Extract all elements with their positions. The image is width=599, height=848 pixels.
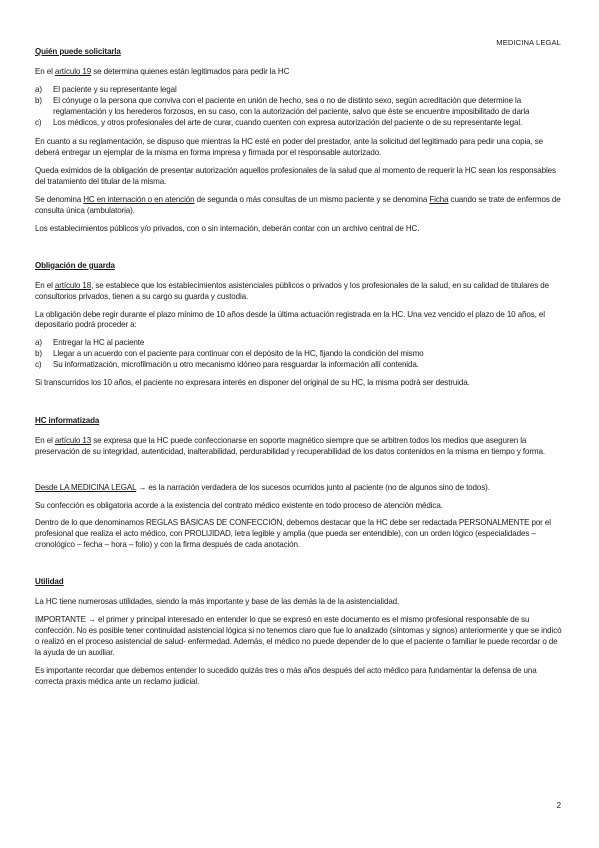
s1-intro: En el artículo 19 se determina quienes están legitimados para pedir la HC xyxy=(35,66,290,76)
list-item: c) Su informatización, microfilmación u otro mecanismo idóneo para resguardar la información allí contenida. xyxy=(35,360,419,370)
paragraph: Si transcurridos los 10 años, el paciente no expresara interés en disponer del original de su HC, la misma podrá ser destruida. xyxy=(35,378,470,388)
paragraph: Queda eximidos de la obligación de presentar autorización aquellos profesionales de la salud que al momento de requerir la HC sean los responsables del tratamiento del titular de la misma. xyxy=(35,166,556,187)
arrow-icon: → xyxy=(136,482,149,492)
paragraph: En cuanto a su reglamentación, se dispuso que mientras la HC esté en poder del prestador, ante la solicitud del legitimado para pedir una copia, se deberá entregar un ejemplar de la misma en forma impresa y firmada por el responsable autorizado. xyxy=(35,137,543,158)
list-item: b) El cónyuge o la persona que conviva con el paciente en unión de hecho, sea o no de distinto sexo, según acreditación que determine la reglamentación y los herederos forzosos, en su caso, con la autorización del paciente, salvo que éste se encuentre imposibilitado de darla xyxy=(35,95,530,116)
s3-intro: En el artículo 13 se expresa que la HC puede confeccionarse en soporte magnético siempre que se arbitren todos los medios que aseguren la preservación de su integridad, autenticidad, inalterabilidad, perdurabilidad y recuperabilidad de los datos contenidos en la misma en tiempo y forma. xyxy=(35,435,545,456)
medicina-legal-reference: Desde LA MEDICINA LEGAL xyxy=(35,482,137,492)
paragraph-medicina-legal: Desde LA MEDICINA LEGAL → es la narración verdadera de los sucesos ocurridos junto al paciente (no de algunos sino de todos). xyxy=(35,482,490,492)
heading-quien-puede-solicitarla: Quién puede solicitarla xyxy=(35,47,121,56)
page-number: 2 xyxy=(556,801,561,810)
paragraph: Se denomina HC en internación o en atención de segunda o más consultas de un mismo paciente y se denomina Ficha cuando se trate de enfermos de consulta única (ambulatoria). xyxy=(35,195,561,215)
article-19-reference: artículo 19 xyxy=(54,66,92,76)
s2-intro: En el artículo 18, se establece que los establecimientos asistenciales públicos o privados y los profesionales de la salud, en su calidad de titulares de consultorios privados, tienen a su cargo su guarda y custodia. xyxy=(35,280,549,301)
article-18-reference: artículo 18 xyxy=(54,280,92,290)
heading-hc-informatizada: HC informatizada xyxy=(35,415,100,425)
heading-utilidad: Utilidad xyxy=(35,577,64,587)
list-item: a) Entregar la HC al paciente xyxy=(35,338,145,348)
list-item: c) Los médicos, y otros profesionales del arte de curar, cuando cuenten con expresa autorización del paciente o de su representante legal. xyxy=(35,117,523,127)
list-item: b) Llegar a un acuerdo con el paciente para continuar con el depósito de la HC, fijando la condición del mismo xyxy=(35,349,424,359)
paragraph: IMPORTANTE → el primer y principal interesado en entender lo que se expresó en este documento es el mismo profesional responsable de su confección. No es posible tener continuidad asistencial lógica si no tenemos claro que fue lo analizado (síntomas y signos) anteriormente y que se indicó o realizó en el proceso asistencial de salud- enfermedad. Además, el médico no puede depender de lo que el paciente o familiar le puede recordar o de la ayuda de un auxiliar. xyxy=(35,615,562,657)
paragraph: La obligación debe regir durante el plazo mínimo de 10 años desde la última actuación registrada en la HC. Una vez vencido el plazo de 10 años, el depositario podrá proceder a: xyxy=(35,309,545,330)
paragraph: Dentro de lo que denominamos REGLAS BÁSICAS DE CONFECCIÓN, debemos destacar que la HC debe ser redactada PERSONALMENTE por el profesional que realiza el acto médico, con PROLIJIDAD, letra legible y amplia (que pueda ser entendible), con un orden lógico (especialidades – cronológico – fecha – hora – folio) y con la firma después de cada anotación. xyxy=(35,518,551,550)
running-header: MEDICINA LEGAL xyxy=(496,38,561,47)
s1-legitimados-list xyxy=(35,85,563,129)
s2-options-list xyxy=(35,338,563,371)
heading-obligacion-de-guarda: Obligación de guarda xyxy=(35,260,115,270)
document-body xyxy=(35,47,563,687)
paragraph: Los establecimientos públicos y/o privados, con o sin internación, deberán contar con un archivo central de HC. xyxy=(35,223,420,233)
paragraph: Es importante recordar que debemos entender lo sucedido quizás tres o más años después del acto médico para fundamentar la defensa de una correcta praxis médica ante un reclamo judicial. xyxy=(35,665,537,686)
article-13-reference: artículo 13 xyxy=(54,435,92,445)
paragraph: La HC tiene numerosas utilidades, siendo la más importante y base de las demás la de la asistencialidad. xyxy=(35,597,400,607)
term-hc-internacion: HC en internación o en atención xyxy=(83,195,195,205)
list-item: a) El paciente y su representante legal xyxy=(35,84,177,94)
paragraph: Su confección es obligatoria acorde a la existencia del contrato médico existente en todo proceso de atención médica. xyxy=(35,500,443,510)
term-ficha: Ficha xyxy=(429,195,449,205)
